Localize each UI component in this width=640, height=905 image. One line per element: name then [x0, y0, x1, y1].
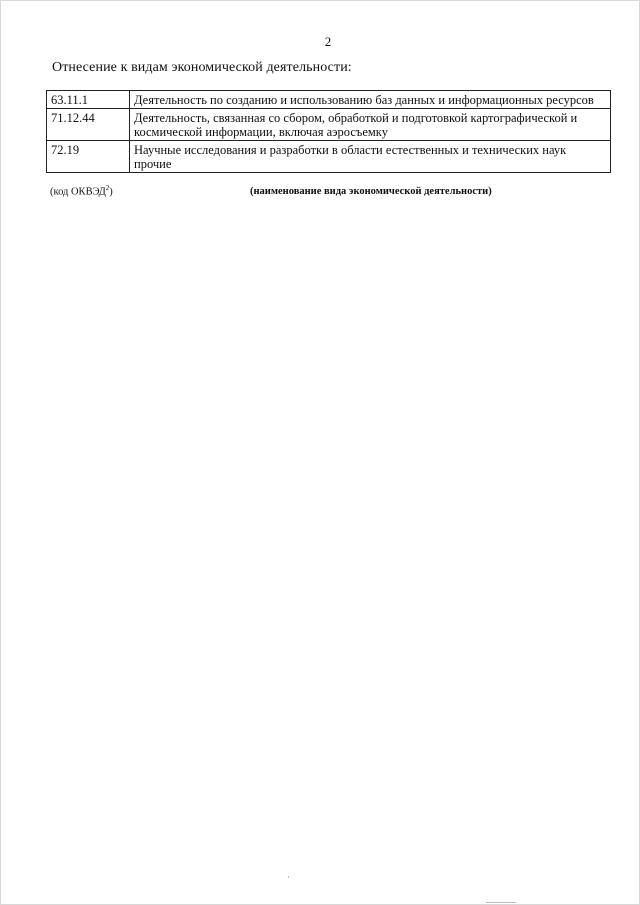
- activity-name-cell: Деятельность по созданию и использованию баз данных и информационных ресурсов: [130, 91, 611, 109]
- table-row: [47, 141, 611, 173]
- okved-code-caption-close: ): [109, 186, 113, 198]
- page-number: 2: [324, 34, 332, 49]
- scan-speck: [288, 876, 289, 878]
- okved-code-caption: [50, 184, 113, 198]
- activity-name-cell: Деятельность, связанная со сбором, обработкой и подготовкой картографической и космической информации, включая аэросъемку: [130, 109, 611, 141]
- table-row: [47, 91, 611, 109]
- table-row: [47, 109, 611, 141]
- okved-code-cell: 63.11.1: [47, 91, 130, 109]
- footnote-marker: 2: [105, 184, 110, 192]
- okved-code-caption-text: (код ОКВЭД: [50, 186, 106, 198]
- okved-code-cell: 71.12.44: [47, 109, 130, 141]
- scan-speck: [486, 902, 516, 903]
- activity-name-cell: Научные исследования и разработки в области естественных и технических наук прочие: [130, 141, 611, 173]
- activity-codes-table: [46, 90, 611, 173]
- section-heading: Отнесение к видам экономической деятельности:: [52, 60, 352, 75]
- okved-code-cell: 72.19: [47, 141, 130, 173]
- activity-name-caption: (наименование вида экономической деятельности): [250, 186, 492, 197]
